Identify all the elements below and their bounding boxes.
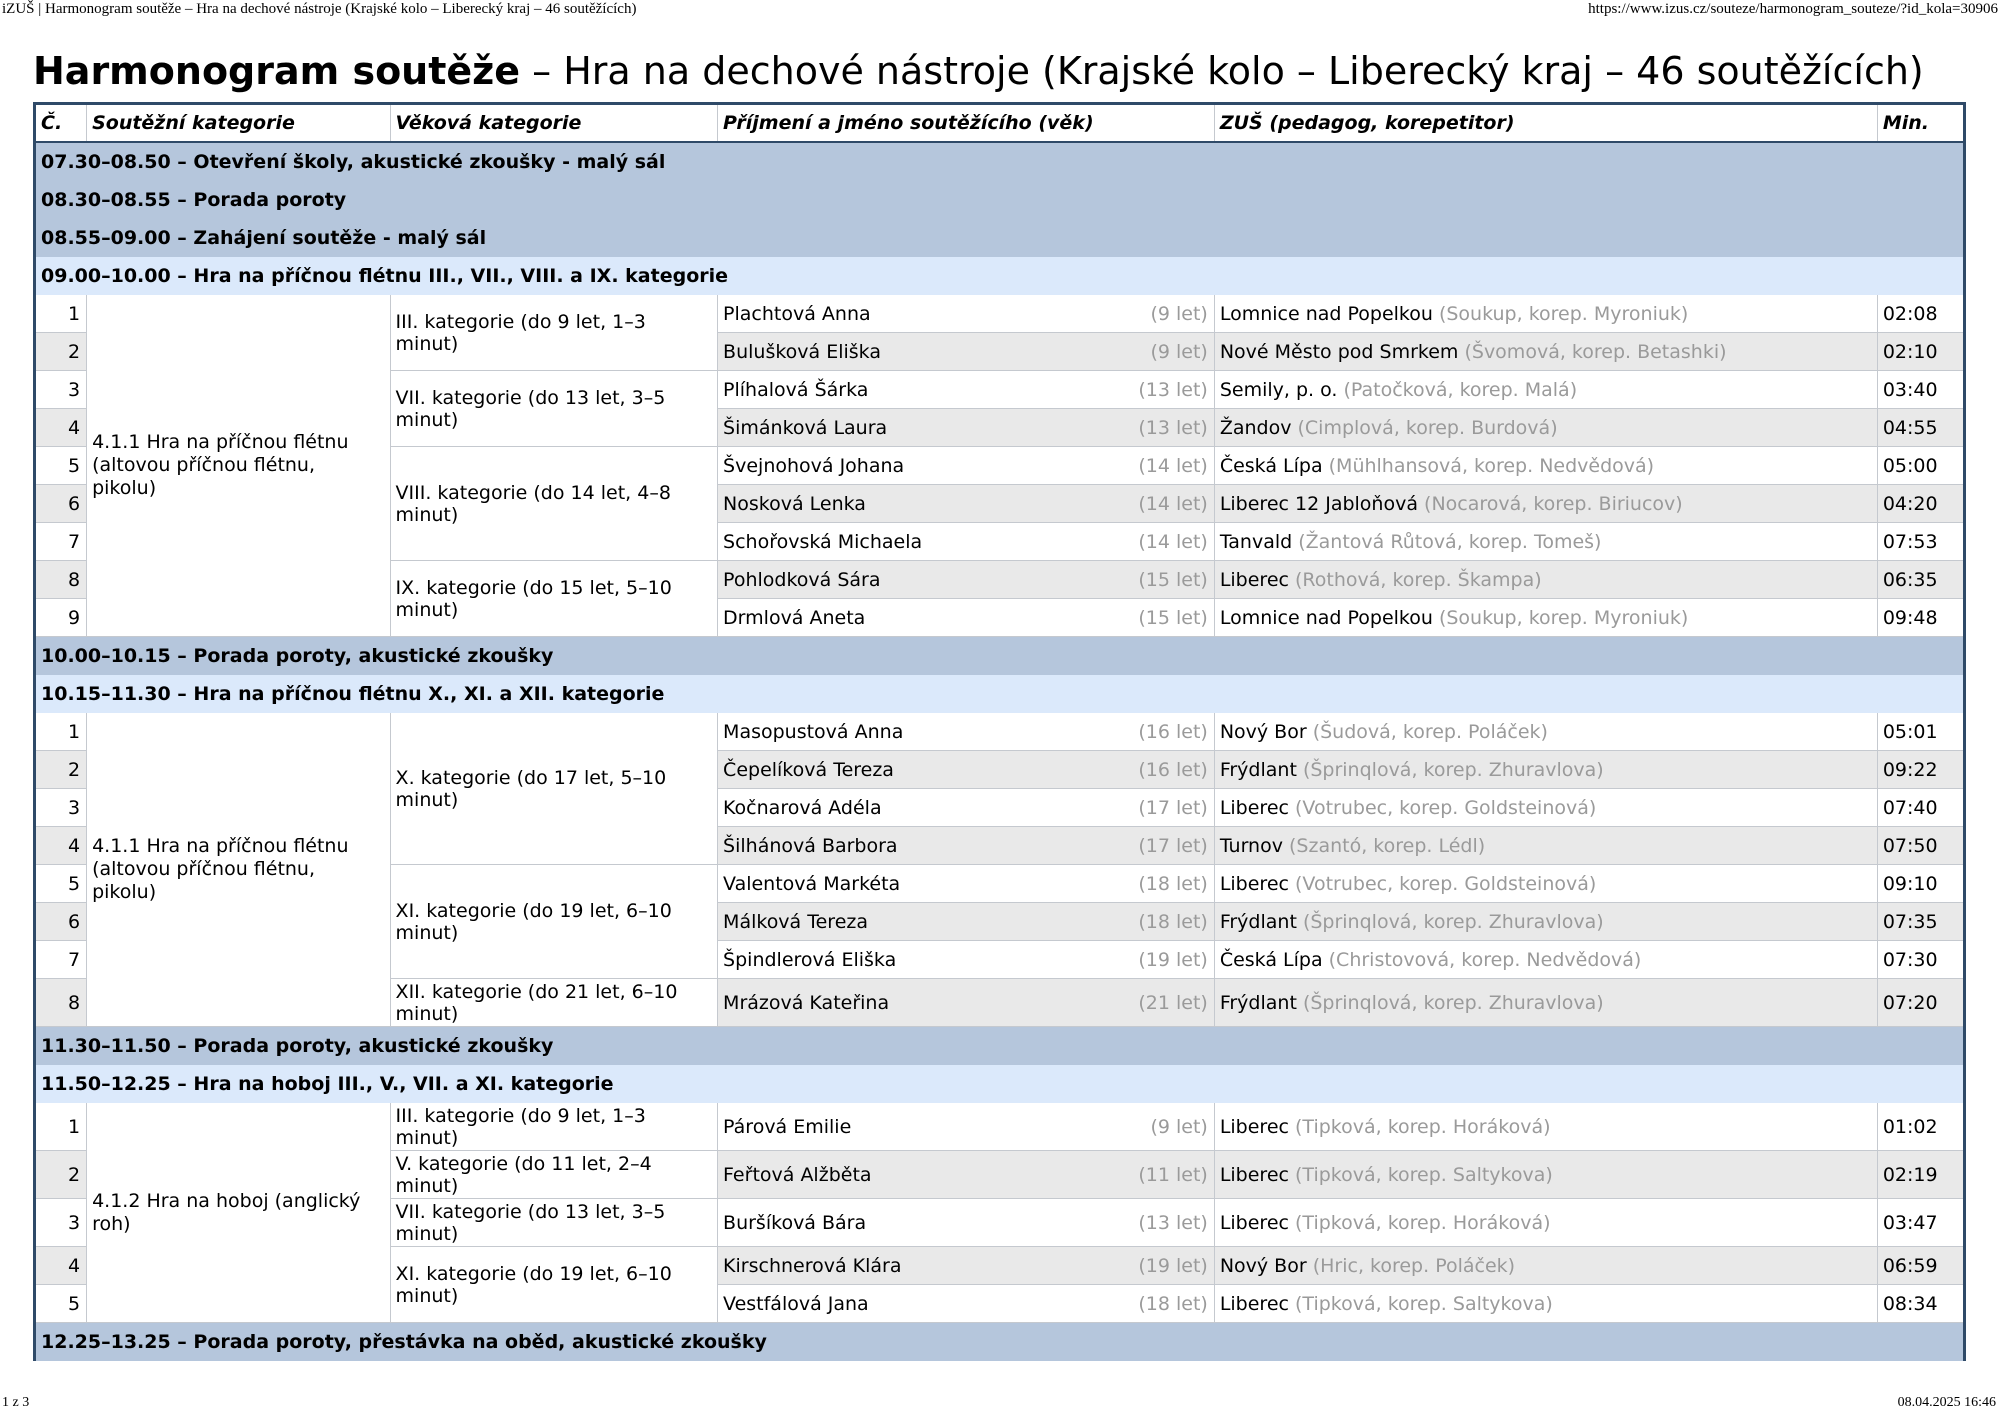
- participant-name-text: Nosková Lenka: [723, 492, 866, 515]
- participant-age: (13 let): [1138, 1211, 1208, 1234]
- row-number: 9: [35, 599, 87, 637]
- duration: 03:40: [1877, 371, 1964, 409]
- participant-name: [718, 371, 1215, 409]
- school-name: Frýdlant: [1219, 991, 1297, 1014]
- participant-name-text: Vestfálová Jana: [723, 1292, 869, 1315]
- section-row: [35, 675, 1965, 713]
- participant-age: (9 let): [1150, 1115, 1208, 1138]
- participant-name: [718, 1199, 1215, 1247]
- participant-name-text: Mrázová Kateřina: [723, 991, 890, 1014]
- school-cell: [1214, 713, 1877, 751]
- page-number: 1 z 3: [2, 1395, 30, 1410]
- participant-age: (21 let): [1138, 991, 1208, 1014]
- section-label: 09.00–10.00 – Hra na příčnou flétnu III., VII., VIII. a IX. kategorie: [35, 257, 1965, 295]
- school-cell: [1214, 979, 1877, 1027]
- school-cell: [1214, 371, 1877, 409]
- duration: 07:20: [1877, 979, 1964, 1027]
- school-cell: [1214, 409, 1877, 447]
- participant-age: (13 let): [1138, 378, 1208, 401]
- row-number: 4: [35, 409, 87, 447]
- table-header-row: [35, 104, 1965, 143]
- row-number: 3: [35, 371, 87, 409]
- row-number: 1: [35, 295, 87, 333]
- teacher-info: (Nocarová, korep. Biriucov): [1424, 492, 1683, 515]
- duration: 05:01: [1877, 713, 1964, 751]
- print-header: [0, 1, 2000, 21]
- school-cell: [1214, 485, 1877, 523]
- school-name: Liberec 12 Jabloňová: [1219, 492, 1418, 515]
- school-cell: [1214, 599, 1877, 637]
- duration: 04:20: [1877, 485, 1964, 523]
- section-label: 10.15–11.30 – Hra na příčnou flétnu X., XI. a XII. kategorie: [35, 675, 1965, 713]
- row-number: 8: [35, 561, 87, 599]
- participant-name-text: Valentová Markéta: [723, 872, 901, 895]
- duration: 05:00: [1877, 447, 1964, 485]
- school-cell: [1214, 865, 1877, 903]
- teacher-info: (Šprinqlová, korep. Zhuravlova): [1302, 910, 1604, 933]
- school-cell: [1214, 333, 1877, 371]
- school-cell: [1214, 1103, 1877, 1151]
- table-row: [35, 295, 1965, 333]
- school-name: Liberec: [1219, 1292, 1289, 1315]
- teacher-info: (Tipková, korep. Saltykova): [1295, 1163, 1553, 1186]
- participant-name-text: Plachtová Anna: [723, 302, 871, 325]
- participant-name: [718, 523, 1215, 561]
- teacher-info: (Šprinqlová, korep. Zhuravlova): [1302, 991, 1604, 1014]
- school-name: Liberec: [1219, 568, 1289, 591]
- age-category: XI. kategorie (do 19 let, 6–10 minut): [390, 1247, 718, 1323]
- section-label: 10.00–10.15 – Porada poroty, akustické zkoušky: [35, 637, 1965, 675]
- duration: 03:47: [1877, 1199, 1964, 1247]
- participant-age: (14 let): [1138, 454, 1208, 477]
- age-category: XI. kategorie (do 19 let, 6–10 minut): [390, 865, 718, 979]
- participant-name: [718, 713, 1215, 751]
- school-name: Nový Bor: [1219, 720, 1307, 743]
- print-datetime: 08.04.2025 16:46: [1897, 1395, 1996, 1410]
- print-footer: [0, 1395, 2000, 1413]
- participant-name: [718, 1151, 1215, 1199]
- school-name: Česká Lípa: [1219, 948, 1323, 971]
- school-name: Lomnice nad Popelkou: [1219, 302, 1433, 325]
- teacher-info: (Tipková, korep. Horáková): [1295, 1115, 1551, 1138]
- teacher-info: (Tipková, korep. Horáková): [1295, 1211, 1551, 1234]
- duration: 09:48: [1877, 599, 1964, 637]
- table-row: [35, 713, 1965, 751]
- school-cell: [1214, 1247, 1877, 1285]
- school-name: Liberec: [1219, 796, 1289, 819]
- row-number: 2: [35, 1151, 87, 1199]
- section-label: 08.30–08.55 – Porada poroty: [35, 181, 1965, 219]
- section-label: 11.30–11.50 – Porada poroty, akustické zkoušky: [35, 1027, 1965, 1065]
- participant-name: [718, 827, 1215, 865]
- school-cell: [1214, 1199, 1877, 1247]
- participant-name-text: Kirschnerová Klára: [723, 1254, 902, 1277]
- school-cell: [1214, 751, 1877, 789]
- participant-age: (16 let): [1138, 720, 1208, 743]
- school-name: Nové Město pod Smrkem: [1219, 340, 1459, 363]
- participant-age: (9 let): [1150, 340, 1208, 363]
- age-category: XII. kategorie (do 21 let, 6–10 minut): [390, 979, 718, 1027]
- print-header-title: iZUŠ | Harmonogram soutěže – Hra na dechové nástroje (Krajské kolo – Liberecký kraj – 46 soutěžících): [2, 1, 637, 17]
- participant-name: [718, 1247, 1215, 1285]
- school-cell: [1214, 295, 1877, 333]
- school-name: Česká Lípa: [1219, 454, 1323, 477]
- age-category: V. kategorie (do 11 let, 2–4 minut): [390, 1151, 718, 1199]
- school-cell: [1214, 447, 1877, 485]
- participant-name: [718, 485, 1215, 523]
- participant-age: (14 let): [1138, 530, 1208, 553]
- duration: 07:53: [1877, 523, 1964, 561]
- duration: 01:02: [1877, 1103, 1964, 1151]
- participant-name-text: Feřtová Alžběta: [723, 1163, 872, 1186]
- teacher-info: (Hric, korep. Poláček): [1312, 1254, 1516, 1277]
- participant-age: (15 let): [1138, 568, 1208, 591]
- col-name: Příjmení a jméno soutěžícího (věk): [718, 104, 1215, 143]
- section-row: [35, 219, 1965, 257]
- section-row: [35, 637, 1965, 675]
- teacher-info: (Šudová, korep. Poláček): [1312, 720, 1548, 743]
- school-name: Liberec: [1219, 1211, 1289, 1234]
- section-label: 07.30–08.50 – Otevření školy, akustické zkoušky - malý sál: [35, 142, 1965, 181]
- group-flute-1: [35, 295, 1965, 637]
- teacher-info: (Šprinqlová, korep. Zhuravlova): [1302, 758, 1604, 781]
- participant-name-text: Švejnohová Johana: [723, 454, 905, 477]
- duration: 07:40: [1877, 789, 1964, 827]
- duration: 09:10: [1877, 865, 1964, 903]
- group-oboe: [35, 1103, 1965, 1323]
- section-label: 08.55–09.00 – Zahájení soutěže - malý sál: [35, 219, 1965, 257]
- participant-name: [718, 1103, 1215, 1151]
- duration: 02:10: [1877, 333, 1964, 371]
- page-title-rest: – Hra na dechové nástroje (Krajské kolo – Liberecký kraj – 46 soutěžících): [520, 49, 1924, 93]
- age-category: VII. kategorie (do 13 let, 3–5 minut): [390, 1199, 718, 1247]
- teacher-info: (Patočková, korep. Malá): [1343, 378, 1578, 401]
- participant-name: [718, 979, 1215, 1027]
- school-name: Liberec: [1219, 872, 1289, 895]
- school-cell: [1214, 827, 1877, 865]
- school-name: Frýdlant: [1219, 758, 1297, 781]
- duration: 06:35: [1877, 561, 1964, 599]
- row-number: 4: [35, 827, 87, 865]
- age-category: VII. kategorie (do 13 let, 3–5 minut): [390, 371, 718, 447]
- participant-name: [718, 447, 1215, 485]
- row-number: 6: [35, 903, 87, 941]
- duration: 08:34: [1877, 1285, 1964, 1323]
- participant-age: (9 let): [1150, 302, 1208, 325]
- school-name: Lomnice nad Popelkou: [1219, 606, 1433, 629]
- school-name: Tanvald: [1219, 530, 1293, 553]
- row-number: 5: [35, 865, 87, 903]
- teacher-info: (Tipková, korep. Saltykova): [1295, 1292, 1553, 1315]
- age-category: III. kategorie (do 9 let, 1–3 minut): [390, 295, 718, 371]
- participant-age: (18 let): [1138, 1292, 1208, 1315]
- duration: 02:19: [1877, 1151, 1964, 1199]
- table-row: [35, 1103, 1965, 1151]
- row-number: 4: [35, 1247, 87, 1285]
- row-number: 7: [35, 941, 87, 979]
- teacher-info: (Votrubec, korep. Goldsteinová): [1295, 872, 1597, 895]
- section-row: [35, 1323, 1965, 1361]
- participant-age: (13 let): [1138, 416, 1208, 439]
- participant-name-text: Kočnarová Adéla: [723, 796, 882, 819]
- print-header-url: https://www.izus.cz/souteze/harmonogram_souteze/?id_kola=30906: [1588, 1, 1998, 17]
- participant-age: (19 let): [1138, 948, 1208, 971]
- school-cell: [1214, 903, 1877, 941]
- row-number: 6: [35, 485, 87, 523]
- school-cell: [1214, 1285, 1877, 1323]
- row-number: 1: [35, 713, 87, 751]
- section-row: [35, 142, 1965, 181]
- row-number: 2: [35, 751, 87, 789]
- participant-name: [718, 941, 1215, 979]
- section-row: [35, 1065, 1965, 1103]
- subject-category: 4.1.1 Hra na příčnou flétnu (altovou příčnou flétnu, pikolu): [87, 713, 390, 1027]
- duration: 04:55: [1877, 409, 1964, 447]
- participant-name-text: Bulušková Eliška: [723, 340, 881, 363]
- participant-name: [718, 409, 1215, 447]
- col-school: ZUŠ (pedagog, korepetitor): [1214, 104, 1877, 143]
- participant-name-text: Schořovská Michaela: [723, 530, 923, 553]
- school-cell: [1214, 789, 1877, 827]
- school-name: Frýdlant: [1219, 910, 1297, 933]
- participant-name: [718, 751, 1215, 789]
- school-name: Nový Bor: [1219, 1254, 1307, 1277]
- participant-name-text: Šilhánová Barbora: [723, 834, 898, 857]
- page-title-main: Harmonogram soutěže: [33, 49, 521, 93]
- duration: 02:08: [1877, 295, 1964, 333]
- row-number: 7: [35, 523, 87, 561]
- row-number: 1: [35, 1103, 87, 1151]
- age-category: IX. kategorie (do 15 let, 5–10 minut): [390, 561, 718, 637]
- age-category: VIII. kategorie (do 14 let, 4–8 minut): [390, 447, 718, 561]
- age-category: III. kategorie (do 9 let, 1–3 minut): [390, 1103, 718, 1151]
- school-cell: [1214, 561, 1877, 599]
- row-number: 5: [35, 1285, 87, 1323]
- school-cell: [1214, 1151, 1877, 1199]
- subject-category: 4.1.1 Hra na příčnou flétnu (altovou příčnou flétnu, pikolu): [87, 295, 390, 637]
- participant-age: (14 let): [1138, 492, 1208, 515]
- row-number: 5: [35, 447, 87, 485]
- school-name: Liberec: [1219, 1163, 1289, 1186]
- page-title: [33, 46, 1924, 96]
- participant-name: [718, 903, 1215, 941]
- participant-name-text: Párová Emilie: [723, 1115, 852, 1138]
- school-name: Žandov: [1219, 416, 1292, 439]
- school-cell: [1214, 523, 1877, 561]
- participant-name-text: Šimánková Laura: [723, 416, 888, 439]
- participant-name-text: Masopustová Anna: [723, 720, 904, 743]
- subject-category: 4.1.2 Hra na hoboj (anglický roh): [87, 1103, 390, 1323]
- row-number: 8: [35, 979, 87, 1027]
- section-row: [35, 181, 1965, 219]
- duration: 07:30: [1877, 941, 1964, 979]
- duration: 09:22: [1877, 751, 1964, 789]
- school-name: Semily, p. o.: [1219, 378, 1338, 401]
- row-number: 3: [35, 1199, 87, 1247]
- participant-age: (17 let): [1138, 834, 1208, 857]
- teacher-info: (Soukup, korep. Myroniuk): [1438, 606, 1689, 629]
- teacher-info: (Soukup, korep. Myroniuk): [1438, 302, 1689, 325]
- school-name: Liberec: [1219, 1115, 1289, 1138]
- participant-name: [718, 561, 1215, 599]
- teacher-info: (Cimplová, korep. Burdová): [1297, 416, 1558, 439]
- participant-age: (16 let): [1138, 758, 1208, 781]
- participant-age: (17 let): [1138, 796, 1208, 819]
- row-number: 2: [35, 333, 87, 371]
- col-min: Min.: [1877, 104, 1964, 143]
- col-num: Č.: [35, 104, 87, 143]
- age-category: X. kategorie (do 17 let, 5–10 minut): [390, 713, 718, 865]
- participant-name-text: Drmlová Aneta: [723, 606, 866, 629]
- teacher-info: (Mühlhansová, korep. Nedvědová): [1328, 454, 1655, 477]
- participant-name-text: Špindlerová Eliška: [723, 948, 897, 971]
- schedule-table: [33, 102, 1966, 1361]
- teacher-info: (Švomová, korep. Betashki): [1464, 340, 1727, 363]
- teacher-info: (Christovová, korep. Nedvědová): [1328, 948, 1642, 971]
- participant-age: (11 let): [1138, 1163, 1208, 1186]
- participant-name-text: Plíhalová Šárka: [723, 378, 869, 401]
- participant-age: (18 let): [1138, 872, 1208, 895]
- section-label: 12.25–13.25 – Porada poroty, přestávka na oběd, akustické zkoušky: [35, 1323, 1965, 1361]
- section-row: [35, 1027, 1965, 1065]
- col-subject: Soutěžní kategorie: [87, 104, 390, 143]
- participant-name: [718, 865, 1215, 903]
- participant-name: [718, 333, 1215, 371]
- teacher-info: (Szantó, korep. Lédl): [1289, 834, 1486, 857]
- section-row: [35, 257, 1965, 295]
- participant-name: [718, 1285, 1215, 1323]
- school-name: Turnov: [1219, 834, 1283, 857]
- participant-name: [718, 789, 1215, 827]
- school-cell: [1214, 941, 1877, 979]
- participant-name-text: Čepelíková Tereza: [723, 758, 894, 781]
- participant-age: (18 let): [1138, 910, 1208, 933]
- teacher-info: (Votrubec, korep. Goldsteinová): [1295, 796, 1597, 819]
- participant-name-text: Buršíková Bára: [723, 1211, 867, 1234]
- col-age: Věková kategorie: [390, 104, 718, 143]
- duration: 07:35: [1877, 903, 1964, 941]
- participant-name-text: Málková Tereza: [723, 910, 869, 933]
- teacher-info: (Rothová, korep. Škampa): [1295, 568, 1542, 591]
- row-number: 3: [35, 789, 87, 827]
- group-flute-2: [35, 713, 1965, 1027]
- participant-name: [718, 295, 1215, 333]
- duration: 06:59: [1877, 1247, 1964, 1285]
- participant-name-text: Pohlodková Sára: [723, 568, 881, 591]
- participant-age: (19 let): [1138, 1254, 1208, 1277]
- section-label: 11.50–12.25 – Hra na hoboj III., V., VII. a XI. kategorie: [35, 1065, 1965, 1103]
- participant-age: (15 let): [1138, 606, 1208, 629]
- participant-name: [718, 599, 1215, 637]
- teacher-info: (Žantová Růtová, korep. Tomeš): [1298, 530, 1602, 553]
- duration: 07:50: [1877, 827, 1964, 865]
